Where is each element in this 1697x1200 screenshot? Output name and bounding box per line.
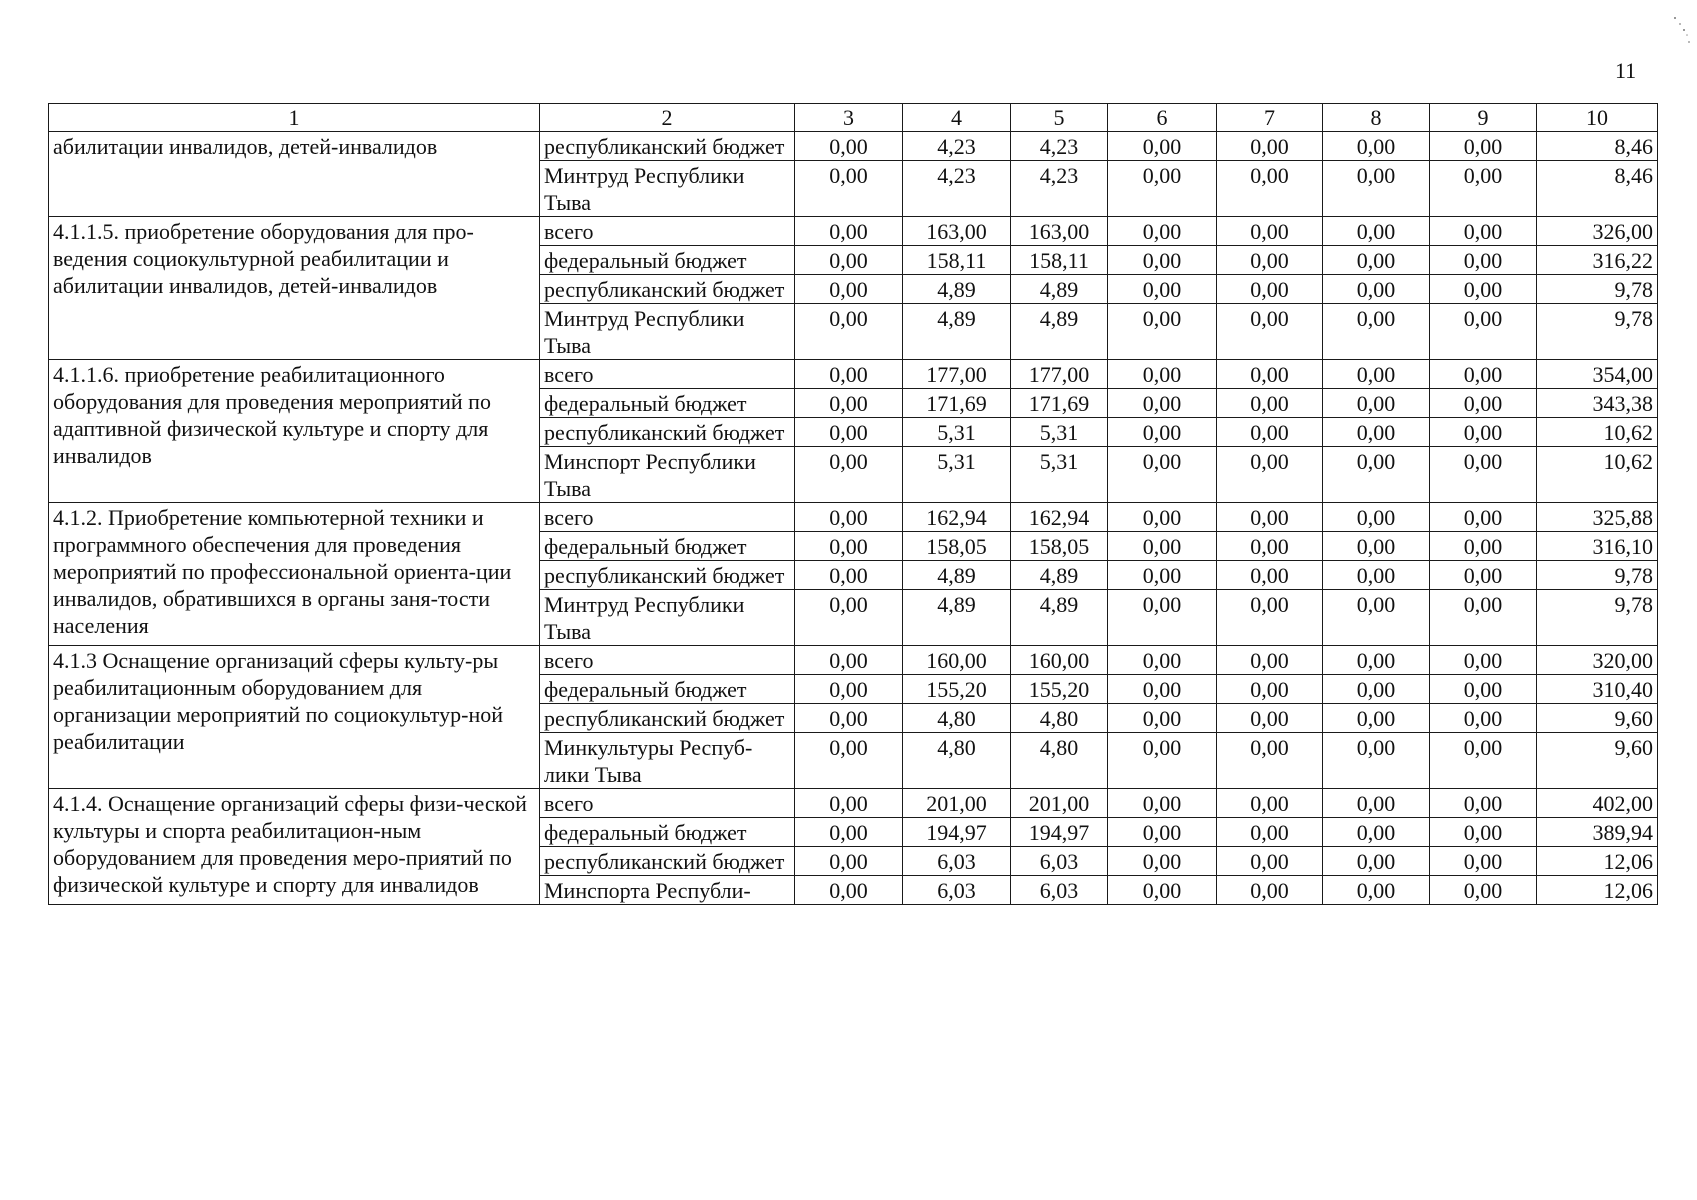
year-value: 0,00 xyxy=(1217,733,1323,789)
year-value: 163,00 xyxy=(903,217,1011,246)
year-value: 4,89 xyxy=(1011,561,1108,590)
year-value: 0,00 xyxy=(1108,733,1217,789)
measure-description: 4.1.2. Приобретение компьютерной техники и программного обеспечения для проведения мероприятий по профессиональной ориента-ции инвалидов, обратившихся в органы заня-тости населения xyxy=(49,503,540,646)
year-value: 0,00 xyxy=(795,217,903,246)
funding-source: республиканский бюджет xyxy=(540,704,795,733)
year-value: 0,00 xyxy=(1217,217,1323,246)
year-value: 0,00 xyxy=(795,876,903,905)
total-value: 325,88 xyxy=(1537,503,1658,532)
year-value: 4,89 xyxy=(903,590,1011,646)
funding-source: Минспорт Республики Тыва xyxy=(540,447,795,503)
year-value: 0,00 xyxy=(1108,360,1217,389)
year-value: 4,23 xyxy=(903,132,1011,161)
year-value: 6,03 xyxy=(903,847,1011,876)
year-value: 0,00 xyxy=(1108,418,1217,447)
year-value: 0,00 xyxy=(1430,132,1537,161)
year-value: 0,00 xyxy=(795,704,903,733)
total-value: 310,40 xyxy=(1537,675,1658,704)
column-number-header: 2 xyxy=(540,104,795,132)
year-value: 4,80 xyxy=(903,733,1011,789)
funding-source: федеральный бюджет xyxy=(540,389,795,418)
year-value: 0,00 xyxy=(1430,646,1537,675)
year-value: 0,00 xyxy=(795,590,903,646)
funding-source: республиканский бюджет xyxy=(540,132,795,161)
year-value: 6,03 xyxy=(903,876,1011,905)
funding-source: федеральный бюджет xyxy=(540,532,795,561)
year-value: 0,00 xyxy=(1217,646,1323,675)
year-value: 6,03 xyxy=(1011,847,1108,876)
year-value: 0,00 xyxy=(1217,246,1323,275)
year-value: 158,11 xyxy=(1011,246,1108,275)
year-value: 177,00 xyxy=(1011,360,1108,389)
year-value: 4,89 xyxy=(903,275,1011,304)
total-value: 9,78 xyxy=(1537,561,1658,590)
year-value: 160,00 xyxy=(903,646,1011,675)
year-value: 0,00 xyxy=(1108,217,1217,246)
year-value: 0,00 xyxy=(795,360,903,389)
year-value: 0,00 xyxy=(1323,447,1430,503)
table-header-row xyxy=(49,104,1658,132)
year-value: 0,00 xyxy=(1430,876,1537,905)
measure-description: 4.1.4. Оснащение организаций сферы физи-ческой культуры и спорта реабилитацион-ным оборудованием для проведения меро-приятий по физической культуре и спорту для инвалидов xyxy=(49,789,540,905)
year-value: 0,00 xyxy=(1217,532,1323,561)
year-value: 0,00 xyxy=(1108,818,1217,847)
measure-description: абилитации инвалидов, детей-инвалидов xyxy=(49,132,540,217)
year-value: 0,00 xyxy=(795,418,903,447)
year-value: 0,00 xyxy=(795,503,903,532)
year-value: 5,31 xyxy=(1011,418,1108,447)
year-value: 171,69 xyxy=(1011,389,1108,418)
year-value: 0,00 xyxy=(1323,847,1430,876)
column-number-header: 9 xyxy=(1430,104,1537,132)
year-value: 158,05 xyxy=(1011,532,1108,561)
year-value: 0,00 xyxy=(1323,532,1430,561)
total-value: 8,46 xyxy=(1537,161,1658,217)
total-value: 402,00 xyxy=(1537,789,1658,818)
year-value: 0,00 xyxy=(1217,561,1323,590)
table-row xyxy=(49,503,1658,532)
year-value: 0,00 xyxy=(1217,360,1323,389)
column-number-header: 3 xyxy=(795,104,903,132)
column-number-header: 4 xyxy=(903,104,1011,132)
column-number-header: 8 xyxy=(1323,104,1430,132)
year-value: 0,00 xyxy=(1430,532,1537,561)
year-value: 0,00 xyxy=(795,132,903,161)
year-value: 0,00 xyxy=(1430,246,1537,275)
year-value: 0,00 xyxy=(795,161,903,217)
year-value: 0,00 xyxy=(1217,132,1323,161)
year-value: 0,00 xyxy=(1323,418,1430,447)
year-value: 0,00 xyxy=(1217,847,1323,876)
year-value: 158,11 xyxy=(903,246,1011,275)
funding-source: всего xyxy=(540,360,795,389)
year-value: 0,00 xyxy=(1430,304,1537,360)
year-value: 0,00 xyxy=(1430,217,1537,246)
table-row xyxy=(49,789,1658,818)
year-value: 0,00 xyxy=(1217,161,1323,217)
measure-description: 4.1.1.6. приобретение реабилитационного оборудования для проведения мероприятий по адаптивной физической культуре и спорту для инвалидов xyxy=(49,360,540,503)
year-value: 0,00 xyxy=(795,447,903,503)
total-value: 10,62 xyxy=(1537,447,1658,503)
total-value: 354,00 xyxy=(1537,360,1658,389)
year-value: 0,00 xyxy=(795,847,903,876)
year-value: 0,00 xyxy=(1323,675,1430,704)
year-value: 0,00 xyxy=(795,646,903,675)
year-value: 0,00 xyxy=(1108,876,1217,905)
total-value: 389,94 xyxy=(1537,818,1658,847)
year-value: 0,00 xyxy=(1108,304,1217,360)
year-value: 4,23 xyxy=(903,161,1011,217)
year-value: 0,00 xyxy=(1217,704,1323,733)
year-value: 0,00 xyxy=(1323,132,1430,161)
year-value: 0,00 xyxy=(1217,418,1323,447)
year-value: 0,00 xyxy=(1430,275,1537,304)
year-value: 4,80 xyxy=(1011,733,1108,789)
table-row xyxy=(49,132,1658,161)
funding-source: республиканский бюджет xyxy=(540,561,795,590)
year-value: 0,00 xyxy=(1323,704,1430,733)
year-value: 0,00 xyxy=(1323,389,1430,418)
year-value: 4,89 xyxy=(1011,304,1108,360)
year-value: 4,89 xyxy=(1011,275,1108,304)
year-value: 0,00 xyxy=(1430,818,1537,847)
total-value: 320,00 xyxy=(1537,646,1658,675)
column-number-header: 10 xyxy=(1537,104,1658,132)
year-value: 4,89 xyxy=(903,304,1011,360)
year-value: 0,00 xyxy=(1430,590,1537,646)
total-value: 343,38 xyxy=(1537,389,1658,418)
year-value: 0,00 xyxy=(1108,275,1217,304)
funding-source: республиканский бюджет xyxy=(540,847,795,876)
year-value: 0,00 xyxy=(795,389,903,418)
year-value: 0,00 xyxy=(1217,789,1323,818)
funding-source: Минтруд Республики Тыва xyxy=(540,161,795,217)
year-value: 4,80 xyxy=(1011,704,1108,733)
year-value: 0,00 xyxy=(1323,161,1430,217)
year-value: 0,00 xyxy=(1108,447,1217,503)
table-row xyxy=(49,646,1658,675)
year-value: 0,00 xyxy=(1430,789,1537,818)
funding-source: федеральный бюджет xyxy=(540,818,795,847)
year-value: 0,00 xyxy=(1217,876,1323,905)
year-value: 5,31 xyxy=(903,418,1011,447)
year-value: 155,20 xyxy=(903,675,1011,704)
total-value: 9,78 xyxy=(1537,275,1658,304)
year-value: 0,00 xyxy=(1108,389,1217,418)
year-value: 0,00 xyxy=(795,532,903,561)
year-value: 0,00 xyxy=(1108,704,1217,733)
year-value: 0,00 xyxy=(1108,532,1217,561)
year-value: 0,00 xyxy=(1323,304,1430,360)
total-value: 10,62 xyxy=(1537,418,1658,447)
scan-speckle-mark xyxy=(1672,14,1692,48)
funding-source: всего xyxy=(540,646,795,675)
column-number-header: 7 xyxy=(1217,104,1323,132)
year-value: 0,00 xyxy=(1430,503,1537,532)
year-value: 0,00 xyxy=(1108,675,1217,704)
year-value: 0,00 xyxy=(1430,447,1537,503)
year-value: 162,94 xyxy=(903,503,1011,532)
year-value: 4,23 xyxy=(1011,132,1108,161)
year-value: 0,00 xyxy=(1217,275,1323,304)
year-value: 0,00 xyxy=(1430,675,1537,704)
year-value: 155,20 xyxy=(1011,675,1108,704)
year-value: 0,00 xyxy=(1323,818,1430,847)
budget-table xyxy=(48,103,1658,905)
year-value: 158,05 xyxy=(903,532,1011,561)
year-value: 0,00 xyxy=(795,818,903,847)
year-value: 0,00 xyxy=(1323,360,1430,389)
year-value: 201,00 xyxy=(1011,789,1108,818)
year-value: 0,00 xyxy=(1217,447,1323,503)
page-number: 11 xyxy=(1615,58,1637,83)
year-value: 0,00 xyxy=(1323,561,1430,590)
year-value: 0,00 xyxy=(1217,304,1323,360)
year-value: 0,00 xyxy=(1108,161,1217,217)
funding-source: всего xyxy=(540,503,795,532)
total-value: 9,78 xyxy=(1537,304,1658,360)
year-value: 0,00 xyxy=(795,789,903,818)
year-value: 160,00 xyxy=(1011,646,1108,675)
column-number-header: 1 xyxy=(49,104,540,132)
funding-source: всего xyxy=(540,217,795,246)
year-value: 0,00 xyxy=(1323,590,1430,646)
year-value: 0,00 xyxy=(1217,389,1323,418)
year-value: 0,00 xyxy=(1323,789,1430,818)
year-value: 194,97 xyxy=(903,818,1011,847)
year-value: 171,69 xyxy=(903,389,1011,418)
total-value: 316,10 xyxy=(1537,532,1658,561)
year-value: 0,00 xyxy=(1323,733,1430,789)
year-value: 201,00 xyxy=(903,789,1011,818)
year-value: 0,00 xyxy=(795,561,903,590)
funding-source: федеральный бюджет xyxy=(540,246,795,275)
year-value: 163,00 xyxy=(1011,217,1108,246)
year-value: 0,00 xyxy=(1217,818,1323,847)
measure-description: 4.1.3 Оснащение организаций сферы культу-ры реабилитационным оборудованием для организации мероприятий по социокультур-ной реабилитации xyxy=(49,646,540,789)
year-value: 0,00 xyxy=(1323,246,1430,275)
year-value: 0,00 xyxy=(1108,789,1217,818)
year-value: 0,00 xyxy=(1108,847,1217,876)
year-value: 0,00 xyxy=(1323,275,1430,304)
total-value: 9,60 xyxy=(1537,733,1658,789)
year-value: 0,00 xyxy=(1217,675,1323,704)
year-value: 0,00 xyxy=(1108,246,1217,275)
year-value: 162,94 xyxy=(1011,503,1108,532)
total-value: 8,46 xyxy=(1537,132,1658,161)
funding-source: федеральный бюджет xyxy=(540,675,795,704)
year-value: 177,00 xyxy=(903,360,1011,389)
funding-source: Минтруд Республики Тыва xyxy=(540,304,795,360)
year-value: 4,80 xyxy=(903,704,1011,733)
year-value: 0,00 xyxy=(1108,132,1217,161)
measure-description: 4.1.1.5. приобретение оборудования для про-ведения социокультурной реабилитации и абилитации инвалидов, детей-инвалидов xyxy=(49,217,540,360)
total-value: 9,60 xyxy=(1537,704,1658,733)
year-value: 4,89 xyxy=(1011,590,1108,646)
year-value: 0,00 xyxy=(1108,503,1217,532)
year-value: 4,89 xyxy=(903,561,1011,590)
funding-source: республиканский бюджет xyxy=(540,275,795,304)
year-value: 0,00 xyxy=(1430,161,1537,217)
year-value: 5,31 xyxy=(1011,447,1108,503)
year-value: 0,00 xyxy=(795,675,903,704)
funding-source: всего xyxy=(540,789,795,818)
table-row xyxy=(49,360,1658,389)
year-value: 0,00 xyxy=(1217,590,1323,646)
column-number-header: 5 xyxy=(1011,104,1108,132)
funding-source: Минкультуры Респуб-лики Тыва xyxy=(540,733,795,789)
year-value: 0,00 xyxy=(1430,360,1537,389)
year-value: 0,00 xyxy=(795,275,903,304)
total-value: 9,78 xyxy=(1537,590,1658,646)
year-value: 0,00 xyxy=(1108,590,1217,646)
year-value: 0,00 xyxy=(1108,646,1217,675)
total-value: 12,06 xyxy=(1537,876,1658,905)
year-value: 0,00 xyxy=(1430,704,1537,733)
funding-source: Минспорта Республи- xyxy=(540,876,795,905)
year-value: 0,00 xyxy=(795,304,903,360)
year-value: 0,00 xyxy=(1323,646,1430,675)
year-value: 0,00 xyxy=(1430,847,1537,876)
year-value: 6,03 xyxy=(1011,876,1108,905)
year-value: 0,00 xyxy=(1430,389,1537,418)
funding-source: Минтруд Республики Тыва xyxy=(540,590,795,646)
year-value: 0,00 xyxy=(1323,876,1430,905)
total-value: 326,00 xyxy=(1537,217,1658,246)
year-value: 0,00 xyxy=(1108,561,1217,590)
funding-source: республиканский бюджет xyxy=(540,418,795,447)
year-value: 0,00 xyxy=(1430,418,1537,447)
year-value: 5,31 xyxy=(903,447,1011,503)
total-value: 316,22 xyxy=(1537,246,1658,275)
year-value: 0,00 xyxy=(1323,503,1430,532)
year-value: 0,00 xyxy=(1323,217,1430,246)
column-number-header: 6 xyxy=(1108,104,1217,132)
year-value: 0,00 xyxy=(1430,561,1537,590)
year-value: 194,97 xyxy=(1011,818,1108,847)
year-value: 0,00 xyxy=(1430,733,1537,789)
year-value: 0,00 xyxy=(795,246,903,275)
table-row xyxy=(49,217,1658,246)
total-value: 12,06 xyxy=(1537,847,1658,876)
year-value: 0,00 xyxy=(1217,503,1323,532)
year-value: 0,00 xyxy=(795,733,903,789)
year-value: 4,23 xyxy=(1011,161,1108,217)
